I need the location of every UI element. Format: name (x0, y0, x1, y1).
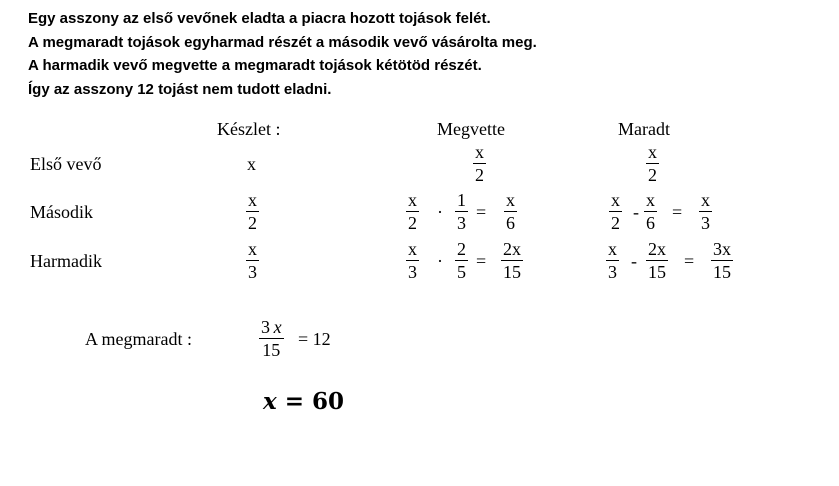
fraction-denominator: 15 (713, 262, 731, 282)
fraction-denominator: 2 (611, 213, 620, 233)
row3-left-f2 (646, 240, 668, 281)
fraction-numerator: 2x (648, 239, 666, 259)
fraction-numerator: x (506, 190, 515, 210)
fraction-numerator: 1 (457, 190, 466, 210)
result-value: = 60 (284, 388, 345, 415)
equals-sign: = (672, 202, 683, 222)
final-result (263, 388, 344, 415)
numerator-variable: x (273, 317, 282, 337)
row2-stock-fraction (246, 191, 259, 232)
fraction-denominator: 15 (262, 340, 281, 360)
multiply-operator: · (437, 202, 443, 222)
fraction-numerator: x (646, 190, 655, 210)
row3-bought-f1 (406, 240, 419, 281)
fraction-numerator: x (701, 190, 710, 210)
row3-left-f1 (606, 240, 619, 281)
row3-bought-f2 (455, 240, 468, 281)
row2-bought-f1 (406, 191, 419, 232)
fraction-numerator: x (648, 142, 657, 162)
fraction-numerator (259, 318, 284, 338)
row-label-first: Első vevő (30, 154, 102, 174)
fraction-denominator: 2 (248, 213, 257, 233)
numerator-coefficient: 3 (261, 317, 270, 337)
equation-label: A megmaradt : (85, 329, 192, 349)
problem-statement (28, 7, 537, 101)
row2-left-f1 (609, 191, 622, 232)
fraction-denominator: 2 (408, 213, 417, 233)
fraction-denominator: 3 (457, 213, 466, 233)
row-label-third: Harmadik (30, 251, 102, 271)
row2-bought-f2 (455, 191, 468, 232)
fraction-denominator: 6 (646, 213, 655, 233)
header-bought: Megvette (437, 119, 505, 139)
fraction-denominator: 2 (648, 165, 657, 185)
row3-stock-fraction (246, 240, 259, 281)
fraction-denominator: 6 (506, 213, 515, 233)
row1-stock: x (247, 154, 256, 174)
row2-bought-result (504, 191, 517, 232)
fraction-denominator: 3 (608, 262, 617, 282)
problem-line-2: A megmaradt tojások egyharmad részét a második vevő vásárolta meg. (28, 33, 537, 51)
problem-line-3: A harmadik vevő megvette a megmaradt tojások kétötöd részét. (28, 57, 482, 74)
header-stock: Készlet : (217, 119, 281, 139)
fraction-numerator: x (475, 142, 484, 162)
equation-fraction (259, 318, 284, 359)
equals-sign: = (684, 251, 695, 271)
header-left: Maradt (618, 119, 670, 139)
fraction-denominator: 5 (457, 262, 466, 282)
fraction-numerator: 2x (503, 239, 521, 259)
fraction-numerator: 3x (713, 239, 731, 259)
row3-bought-result (501, 240, 523, 281)
row1-bought-fraction (473, 143, 486, 184)
fraction-denominator: 15 (503, 262, 521, 282)
fraction-numerator: x (611, 190, 620, 210)
row3-left-result (711, 240, 733, 281)
fraction-denominator: 3 (408, 262, 417, 282)
fraction-numerator: x (248, 190, 257, 210)
row1-left-fraction (646, 143, 659, 184)
fraction-numerator: x (608, 239, 617, 259)
equals-sign: = (476, 251, 487, 271)
row-label-second: Második (30, 202, 93, 222)
row2-left-result (699, 191, 712, 232)
fraction-numerator: x (408, 190, 417, 210)
fraction-denominator: 2 (475, 165, 484, 185)
problem-line-4: Így az asszony 12 tojást nem tudott eladni. (28, 80, 332, 98)
fraction-denominator: 15 (648, 262, 666, 282)
fraction-numerator: x (408, 239, 417, 259)
problem-line-1: Egy asszony az első vevőnek eladta a piacra hozott tojások felét. (28, 10, 491, 27)
fraction-denominator: 3 (248, 262, 257, 282)
result-variable: x (263, 388, 277, 415)
fraction-numerator: x (248, 239, 257, 259)
equation-rhs: = 12 (298, 329, 331, 349)
minus-operator: - (633, 202, 639, 222)
multiply-operator: · (437, 251, 443, 271)
row2-left-f2 (644, 191, 657, 232)
equals-sign: = (476, 202, 487, 222)
minus-operator: - (631, 251, 637, 271)
fraction-denominator: 3 (701, 213, 710, 233)
fraction-numerator: 2 (457, 239, 466, 259)
